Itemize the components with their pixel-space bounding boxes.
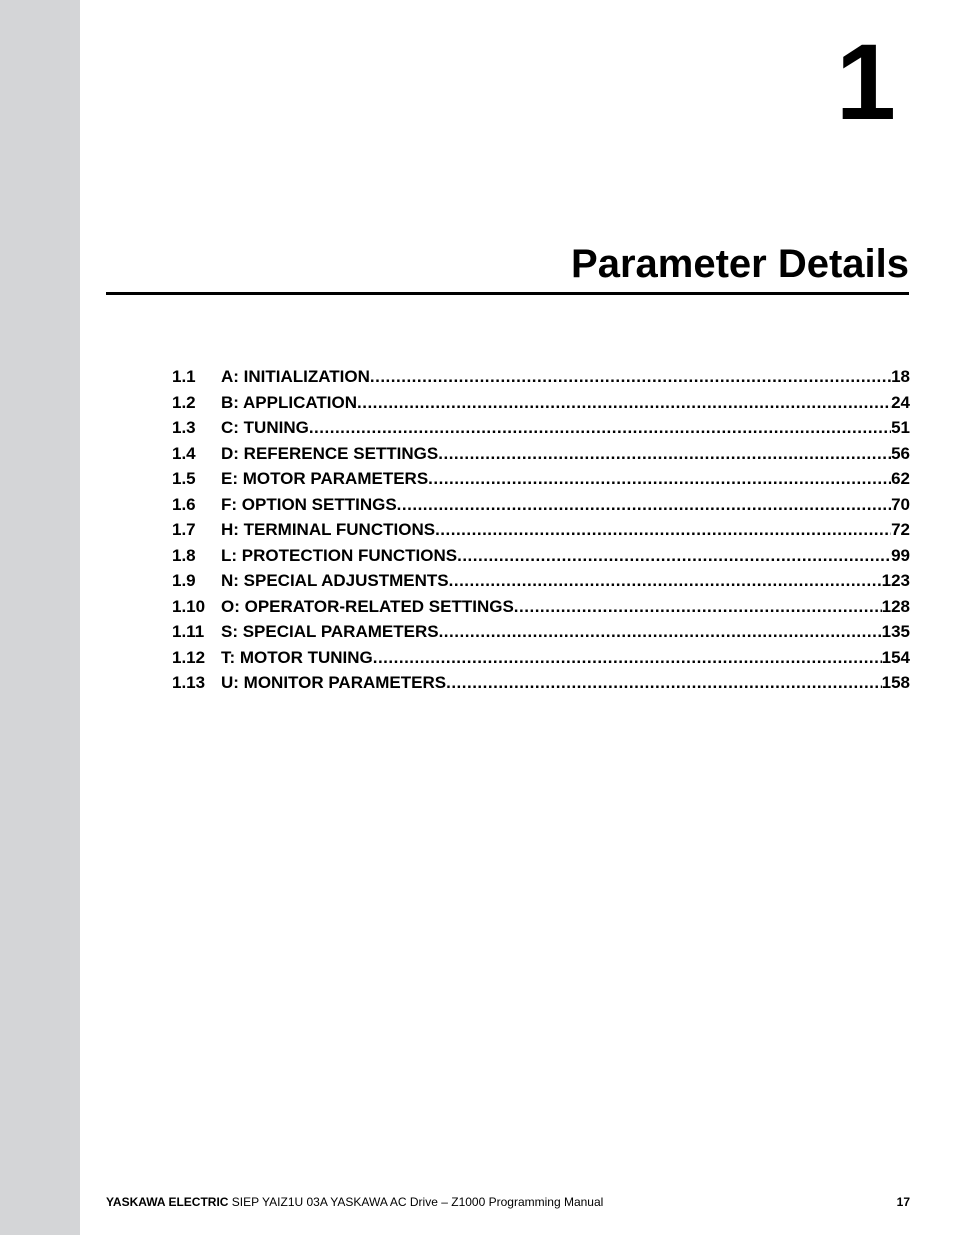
toc-entry[interactable] — [172, 390, 910, 416]
toc-entry-number: 1.3 — [172, 418, 196, 437]
chapter-title: Parameter Details — [571, 242, 909, 286]
toc-entry-page: 70 — [891, 494, 910, 514]
toc-dot-leader — [457, 543, 891, 569]
toc-entry[interactable] — [172, 568, 910, 594]
footer-brand: YASKAWA ELECTRIC — [106, 1195, 229, 1209]
toc-entry[interactable] — [172, 415, 910, 441]
toc-entry-label: C: TUNING — [221, 418, 309, 437]
toc-entry-number: 1.8 — [172, 545, 196, 565]
toc-entry-label: E: MOTOR PARAMETERS — [221, 469, 429, 488]
toc-entry-label: F: OPTION SETTINGS — [221, 494, 397, 514]
toc-entry-page: 158 — [881, 673, 910, 692]
toc-dot-leader — [373, 645, 882, 671]
toc-dot-leader — [446, 670, 882, 696]
toc-entry-number: 1.13 — [172, 673, 206, 692]
toc-entry-label: H: TERMINAL FUNCTIONS — [221, 520, 436, 539]
toc-entry-label: U: MONITOR PARAMETERS — [221, 673, 447, 692]
toc-entry[interactable] — [172, 619, 910, 645]
toc-entry[interactable] — [172, 645, 910, 671]
toc-dot-leader — [439, 619, 882, 645]
toc-entry-label: B: APPLICATION — [221, 392, 357, 412]
toc-entry-label: D: REFERENCE SETTINGS — [221, 443, 439, 463]
toc-entry[interactable] — [172, 441, 910, 467]
toc-dot-leader — [435, 517, 891, 543]
toc-dot-leader — [428, 466, 891, 492]
toc-entry-page: 123 — [881, 571, 910, 590]
toc-entry-label: A: INITIALIZATION — [221, 367, 370, 386]
title-rule — [106, 292, 909, 295]
toc-entry[interactable] — [172, 492, 910, 518]
toc-dot-leader — [397, 492, 891, 518]
toc-entry[interactable] — [172, 466, 910, 492]
toc-entry-label: T: MOTOR TUNING — [221, 647, 373, 667]
toc-entry-label: O: OPERATOR-RELATED SETTINGS — [221, 596, 514, 616]
table-of-contents — [172, 364, 910, 696]
toc-dot-leader — [449, 568, 882, 594]
toc-dot-leader — [309, 415, 891, 441]
toc-dot-leader — [370, 364, 891, 390]
toc-entry-page: 128 — [881, 596, 910, 616]
toc-entry[interactable] — [172, 594, 910, 620]
toc-entry-label: S: SPECIAL PARAMETERS — [221, 622, 439, 641]
toc-entry-page: 154 — [881, 647, 910, 667]
toc-entry-page: 99 — [891, 545, 910, 565]
toc-entry-page: 72 — [891, 520, 910, 539]
toc-entry-page: 62 — [891, 469, 910, 488]
toc-entry-page: 56 — [891, 443, 910, 463]
toc-entry-number: 1.12 — [172, 647, 206, 667]
toc-entry-page: 51 — [891, 418, 910, 437]
toc-entry-page: 135 — [881, 622, 910, 641]
toc-entry-number: 1.9 — [172, 571, 196, 590]
toc-entry-number: 1.1 — [172, 367, 196, 386]
toc-dot-leader — [514, 594, 882, 620]
page-footer — [106, 1194, 910, 1210]
page-margin-band — [0, 0, 80, 1235]
toc-entry-number: 1.4 — [172, 443, 196, 463]
toc-entry[interactable] — [172, 543, 910, 569]
toc-entry[interactable] — [172, 364, 910, 390]
chapter-number: 1 — [835, 21, 894, 142]
toc-entry-number: 1.11 — [172, 622, 205, 641]
toc-entry[interactable] — [172, 670, 910, 696]
toc-entry[interactable] — [172, 517, 910, 543]
toc-dot-leader — [438, 441, 891, 467]
toc-dot-leader — [357, 390, 891, 416]
toc-entry-page: 24 — [891, 392, 910, 412]
toc-entry-label: N: SPECIAL ADJUSTMENTS — [221, 571, 449, 590]
toc-entry-number: 1.7 — [172, 520, 196, 539]
toc-entry-number: 1.10 — [172, 596, 206, 616]
footer-manual-title: SIEP YAIZ1U 03A YASKAWA AC Drive – Z1000 Programming Manual — [228, 1195, 604, 1209]
toc-entry-number: 1.5 — [172, 469, 196, 488]
toc-entry-label: L: PROTECTION FUNCTIONS — [221, 545, 458, 565]
toc-entry-number: 1.6 — [172, 494, 196, 514]
toc-entry-page: 18 — [891, 367, 910, 386]
footer-page-number: 17 — [896, 1195, 910, 1209]
toc-entry-number: 1.2 — [172, 392, 196, 412]
